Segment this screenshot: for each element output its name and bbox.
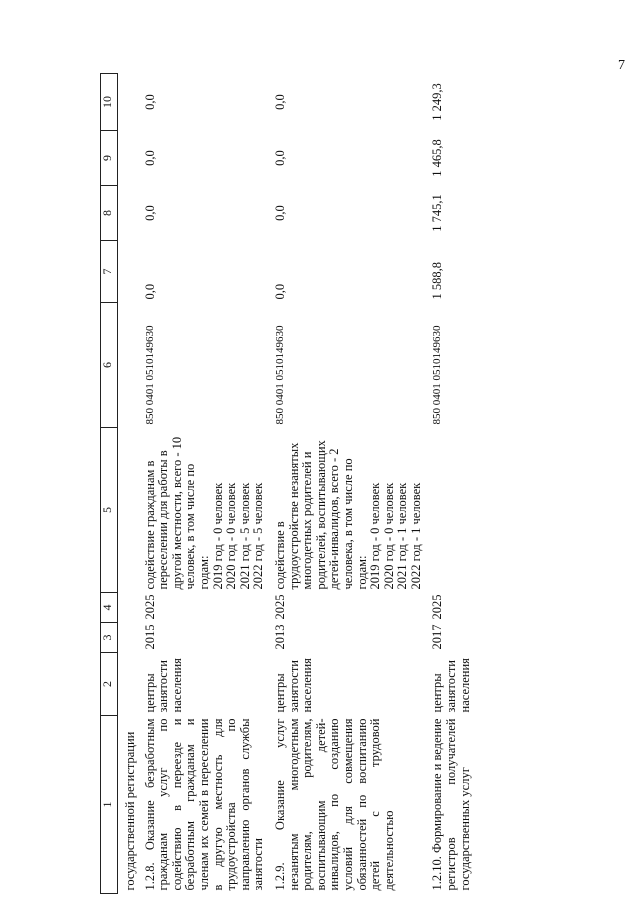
page-number: 7 [618,58,625,73]
measure-name: 1.2.9. Оказание услуг незанятым многодетным родителям, родителям, воспитывающим детей-инвалидов, по созданию условий для совмещения обязанностей по воспитанию детей с трудовой деятельностью [272,718,396,891]
amount: 0,0 [272,94,287,110]
table-row [118,74,144,894]
column-header: 8 [101,186,118,241]
amount: 0,0 [142,205,157,221]
executor: центры занятости населения [430,658,472,713]
column-header: 4 [101,593,118,623]
budget-code: 850 0401 0510149630 [431,325,444,425]
amount: 1 465,8 [430,139,445,177]
column-header: 7 [101,241,118,303]
amount: 1 249,3 [430,83,445,121]
result-year-line: 2022 год - 1 человек [408,482,423,590]
result-year-line: 2021 год - 1 человек [395,482,410,590]
table-row [423,74,472,894]
amount: 0,0 [272,150,287,166]
table-row [266,74,424,894]
result-year-line: 2020 год - 0 человек [224,482,239,590]
column-number-row [101,74,118,894]
measure-name: 1.2.10. Формирование и ведение регистров получателей государственных услуг [430,718,472,891]
result-summary: содействие в трудоустройстве незанятых многодетных родителей и родителей, воспитывающих детей-инвалидов, всего - 2 человека, в том числе по годам: [272,440,369,590]
expected-result [266,428,424,593]
result-summary: содействие гражданам в переселении для работы в другой местности, всего - 10 человек, в том числе по годам: [142,436,211,590]
end-year: 2025 [142,594,157,620]
amount: 0,0 [272,205,287,221]
start-year: 2013 [272,624,287,650]
result-year-line: 2019 год - 0 человек [210,482,225,590]
column-header: 2 [101,653,118,716]
rotated-table-wrapper [100,74,620,894]
amount: 0,0 [272,283,287,300]
amount: 0,0 [142,283,157,300]
measure-name: 1.2.8. Оказание безработным гражданам услуг по содействию в переезде и безработным гражданам и членам их семей в переселении в другую местность для трудоустройства по направлению органов службы занятости [142,718,266,891]
executor: центры занятости населения [142,658,184,713]
column-header: 6 [101,303,118,428]
result-year-line: 2021 год - 5 человек [237,482,252,590]
start-year: 2015 [142,624,157,650]
column-header: 1 [101,716,118,894]
column-header: 3 [101,623,118,653]
result-year-line: 2019 год - 0 человек [368,482,383,590]
executor: центры занятости населения [272,658,315,713]
budget-code: 850 0401 0510149630 [273,325,286,425]
expected-result [144,428,266,593]
column-header: 9 [101,131,118,186]
end-year: 2025 [272,594,287,620]
table-row [144,74,266,894]
result-year-line: 2020 год - 0 человек [381,482,396,590]
start-year: 2017 [430,624,445,650]
column-header: 10 [101,74,118,131]
amount: 0,0 [142,150,157,166]
measure-name: государственной регистрации [123,731,137,891]
budget-code: 850 0401 0510149630 [143,325,156,425]
expected-result [423,428,472,593]
amount: 0,0 [142,94,157,110]
end-year: 2025 [430,594,445,620]
column-header: 5 [101,428,118,593]
amount: 1 745,1 [430,194,445,232]
amount: 1 588,8 [430,262,445,300]
result-year-line: 2022 год - 5 человек [251,482,266,590]
budget-table [100,73,472,894]
